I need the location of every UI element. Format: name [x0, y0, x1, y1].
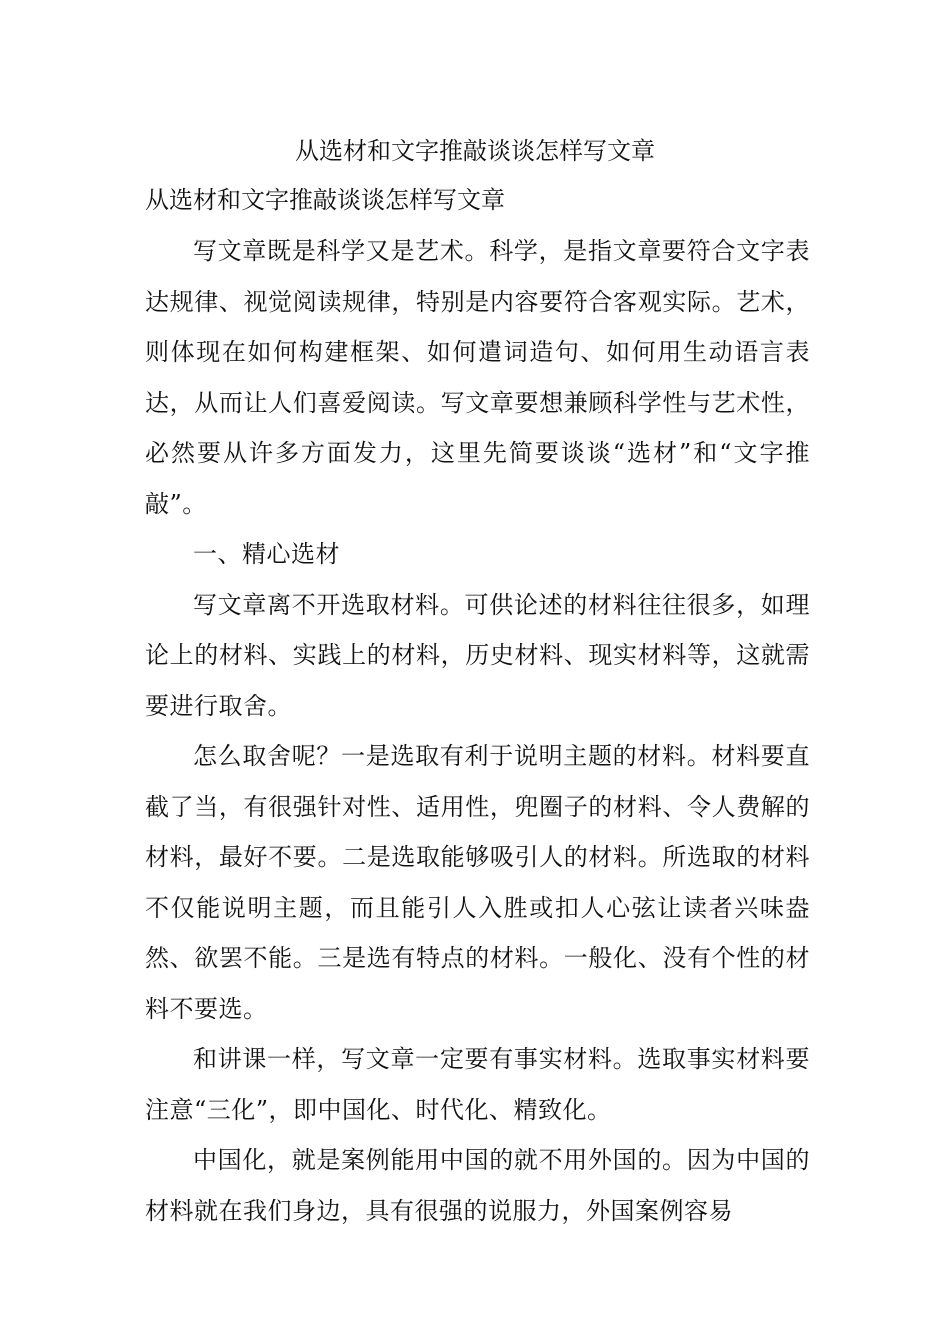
paragraph-intro: 写文章既是科学又是艺术。科学，是指文章要符合文字表达规律、视觉阅读规律，特别是内容要符合客观实际。艺术，则体现在如何构建框架、如何遣词造句、如何用生动语言表达，从而让人们喜爱阅读。写文章要想兼顾科学性与艺术性，必然要从许多方面发力，这里先简要谈谈“选材”和“文字推敲”。	[145, 237, 810, 518]
document-body	[145, 226, 810, 1236]
paragraph-material: 写文章离不开选取材料。可供论述的材料往往很多，如理论上的材料、实践上的材料，历史材料、现实材料等，这就需要进行取舍。	[145, 590, 810, 720]
document-title: 从选材和文字推敲谈谈怎样写文章	[295, 137, 655, 165]
section-heading: 一、精心选材	[193, 540, 340, 568]
paragraph-chinese-cases: 中国化，就是案例能用中国的就不用外国的。因为中国的材料就在我们身边，具有很强的说服力，外国案例容易	[145, 1146, 810, 1225]
paragraph-three-principles: 和讲课一样，写文章一定要有事实材料。选取事实材料要注意“三化”，即中国化、时代化、精致化。	[145, 1045, 810, 1124]
document-subtitle: 从选材和文字推敲谈谈怎样写文章	[145, 186, 505, 214]
paragraph-selection: 怎么取舍呢？一是选取有利于说明主题的材料。材料要直截了当，有很强针对性、适用性，兜圈子的材料、令人费解的材料，最好不要。二是选取能够吸引人的材料。所选取的材料不仅能说明主题，而且能引人入胜或扣人心弦让读者兴味盎然、欲罢不能。三是选有特点的材料。一般化、没有个性的材料不要选。	[145, 742, 810, 1023]
